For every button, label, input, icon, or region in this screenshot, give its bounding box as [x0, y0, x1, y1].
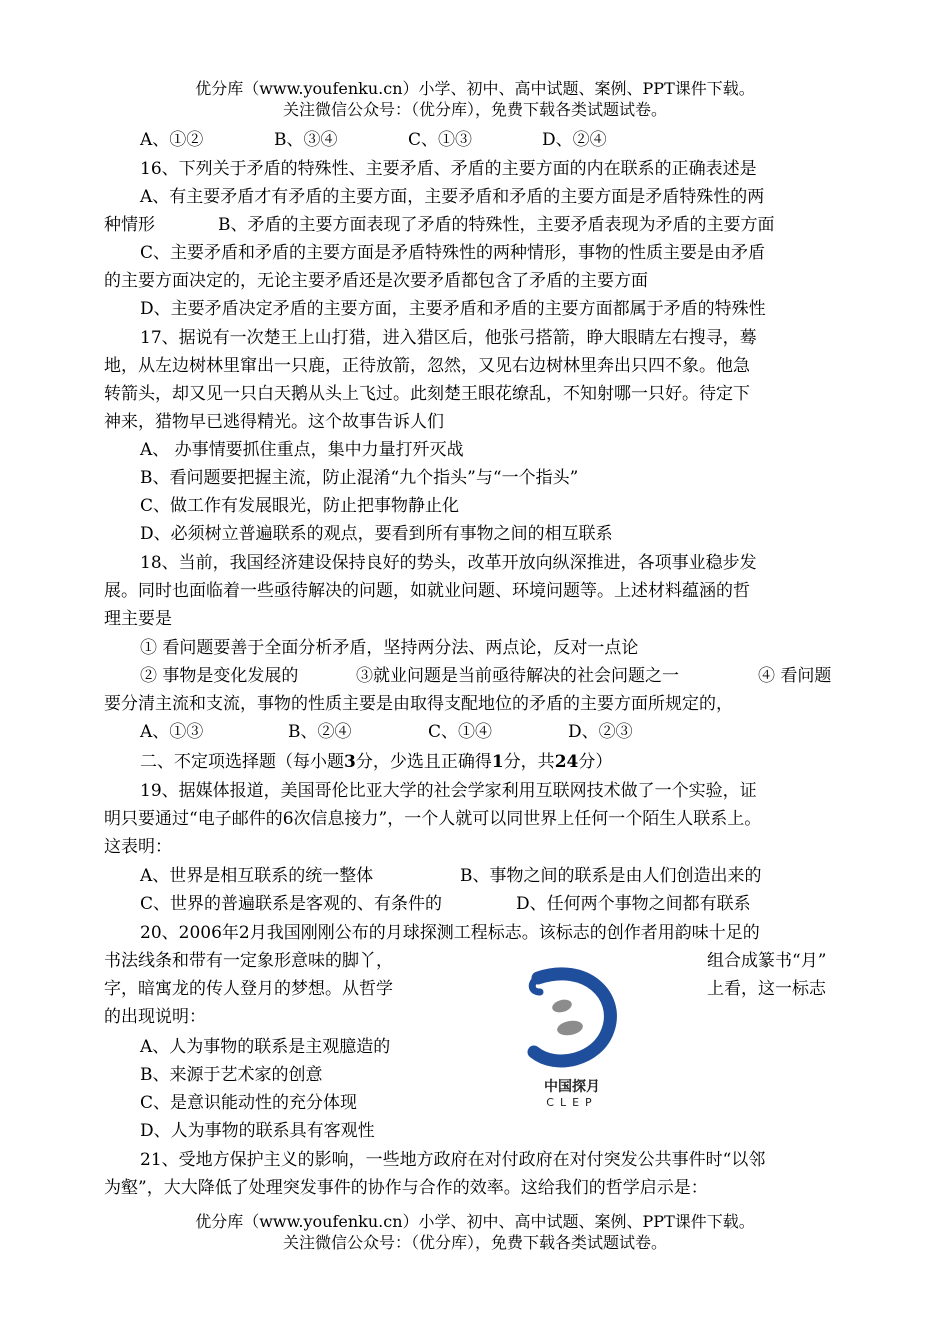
- q18-option-d: D、②③: [568, 722, 633, 742]
- q16-option-d: D、主要矛盾决定矛盾的主要方面，主要矛盾和矛盾的主要方面都属于矛盾的特殊性: [140, 299, 766, 319]
- q17-option-d: D、必须树立普遍联系的观点，要看到所有事物之间的相互联系: [140, 524, 613, 544]
- q18-option-b: B、②④: [288, 722, 352, 742]
- q20-option-c: C、是意识能动性的充分体现: [140, 1093, 358, 1113]
- q18-statement-2: ② 事物是变化发展的: [140, 666, 299, 686]
- q20-option-a: A、人为事物的联系是主观臆造的: [140, 1037, 391, 1057]
- q18-statement-3: ③就业问题是当前亟待解决的社会问题之一: [356, 666, 679, 686]
- q17-stem-line2: 地，从左边树林里窜出一只鹿，正待放箭，忽然，又见右边树林里奔出只四不象。他急: [104, 356, 750, 376]
- q19-stem-line1: 19、据媒体报道，美国哥伦比亚大学的社会学家利用互联网技术做了一个实验，证: [140, 781, 757, 801]
- q15-option-d: D、②④: [542, 130, 607, 150]
- q20-stem-line3-left: 字，暗寓龙的传人登月的梦想。从哲学: [104, 979, 393, 999]
- q19-stem-line2: 明只要通过“电子邮件的6次信息接力”，一个人就可以同世界上任何一个陌生人联系上。: [104, 809, 762, 829]
- footer-line-1: 优分库（www.youfenku.cn）小学、初中、高中试题、案例、PPT课件下载。: [195, 1212, 755, 1231]
- q17-stem-line4: 神来，猎物早已逃得精光。这个故事告诉人们: [104, 412, 444, 432]
- q19-option-b: B、事物之间的联系是由人们创造出来的: [460, 866, 762, 886]
- q21-stem-line2: 为壑”，大大降低了处理突发事件的协作与合作的效率。这给我们的哲学启示是：: [104, 1178, 708, 1198]
- q21-stem-line1: 21、受地方保护主义的影响，一些地方政府在对付政府在对付突发公共事件时“以邻: [140, 1150, 766, 1170]
- q15-option-a: A、①②: [140, 130, 204, 150]
- clep-logo: [526, 966, 618, 1114]
- q20-option-b: B、来源于艺术家的创意: [140, 1065, 323, 1085]
- header-line-2: 关注微信公众号：（优分库），免费下载各类试题试卷。: [282, 100, 667, 119]
- q17-stem-line3: 转箭头，却又见一只白天鹅从头上飞过。此刻楚王眼花缭乱，不知射哪一只好。待定下: [104, 384, 750, 404]
- q17-option-c: C、做工作有发展眼光，防止把事物静止化: [140, 496, 460, 516]
- q20-option-d: D、人为事物的联系具有客观性: [140, 1121, 375, 1141]
- q16-stem: 16、下列关于矛盾的特殊性、主要矛盾、矛盾的主要方面的内在联系的正确表述是: [140, 159, 757, 179]
- q16-option-a-line2: 种情形: [104, 215, 155, 235]
- q19-option-c: C、世界的普遍联系是客观的、有条件的: [140, 894, 443, 914]
- q18-statement-1: ① 看问题要善于全面分析矛盾，坚持两分法、两点论，反对一点论: [140, 638, 639, 658]
- q19-option-a: A、世界是相互联系的统一整体: [140, 866, 374, 886]
- q19-option-d: D、任何两个事物之间都有联系: [516, 894, 751, 914]
- footer-line-2: 关注微信公众号：（优分库），免费下载各类试题试卷。: [282, 1233, 667, 1252]
- section-2-heading: 二、不定项选择题（每小题3分，少选且正确得1分，共24分）: [140, 752, 613, 772]
- q19-stem-line3: 这表明：: [104, 837, 172, 857]
- q16-option-c-line1: C、主要矛盾和矛盾的主要方面是矛盾特殊性的两种情形，事物的性质主要是由矛盾: [140, 243, 766, 263]
- q18-statement-4-line1: ④ 看问题: [758, 666, 832, 686]
- q20-stem-line2-left: 书法线条和带有一定象形意味的脚丫，: [104, 951, 393, 971]
- q20-stem-line4: 的出现说明：: [104, 1007, 206, 1027]
- q15-option-c: C、①③: [408, 130, 473, 150]
- q17-option-b: B、看问题要把握主流，防止混淆“九个指头”与“一个指头”: [140, 468, 579, 488]
- q20-stem-line2-right: 组合成篆书“月”: [707, 951, 827, 971]
- q17-stem-line1: 17、据说有一次楚王上山打猎，进入猎区后，他张弓搭箭，睁大眼睛左右搜寻，蓦: [140, 328, 757, 348]
- q20-stem-line1: 20、2006年2月我国刚刚公布的月球探测工程标志。该标志的创作者用韵味十足的: [140, 923, 760, 943]
- q17-option-a: A、 办事情要抓住重点，集中力量打歼灭战: [140, 440, 464, 460]
- q15-option-b: B、③④: [274, 130, 338, 150]
- logo-chinese-text: 中国探月: [544, 1079, 600, 1095]
- q16-option-c-line2: 的主要方面决定的，无论主要矛盾还是次要矛盾都包含了矛盾的主要方面: [104, 271, 648, 291]
- q18-option-a: A、①③: [140, 722, 204, 742]
- q20-stem-line3-right: 上看，这一标志: [707, 979, 826, 999]
- moon-logo-icon: [526, 966, 618, 1076]
- q16-option-b: B、矛盾的主要方面表现了矛盾的特殊性，主要矛盾表现为矛盾的主要方面: [218, 215, 775, 235]
- q18-stem-line2: 展。同时也面临着一些亟待解决的问题，如就业问题、环境问题等。上述材料蕴涵的哲: [104, 581, 750, 601]
- header-line-1: 优分库（www.youfenku.cn）小学、初中、高中试题、案例、PPT课件下载。: [195, 79, 755, 98]
- q18-stem-line1: 18、当前，我国经济建设保持良好的势头，改革开放向纵深推进，各项事业稳步发: [140, 553, 757, 573]
- q16-option-a-line1: A、有主要矛盾才有矛盾的主要方面，主要矛盾和矛盾的主要方面是矛盾特殊性的两: [140, 187, 765, 207]
- q18-option-c: C、①④: [428, 722, 493, 742]
- logo-english-text: CLEP: [546, 1096, 598, 1109]
- q18-stem-line3: 理主要是: [104, 609, 172, 629]
- q18-statement-4-line2: 要分清主流和支流，事物的性质主要是由取得支配地位的矛盾的主要方面所规定的，: [104, 694, 733, 714]
